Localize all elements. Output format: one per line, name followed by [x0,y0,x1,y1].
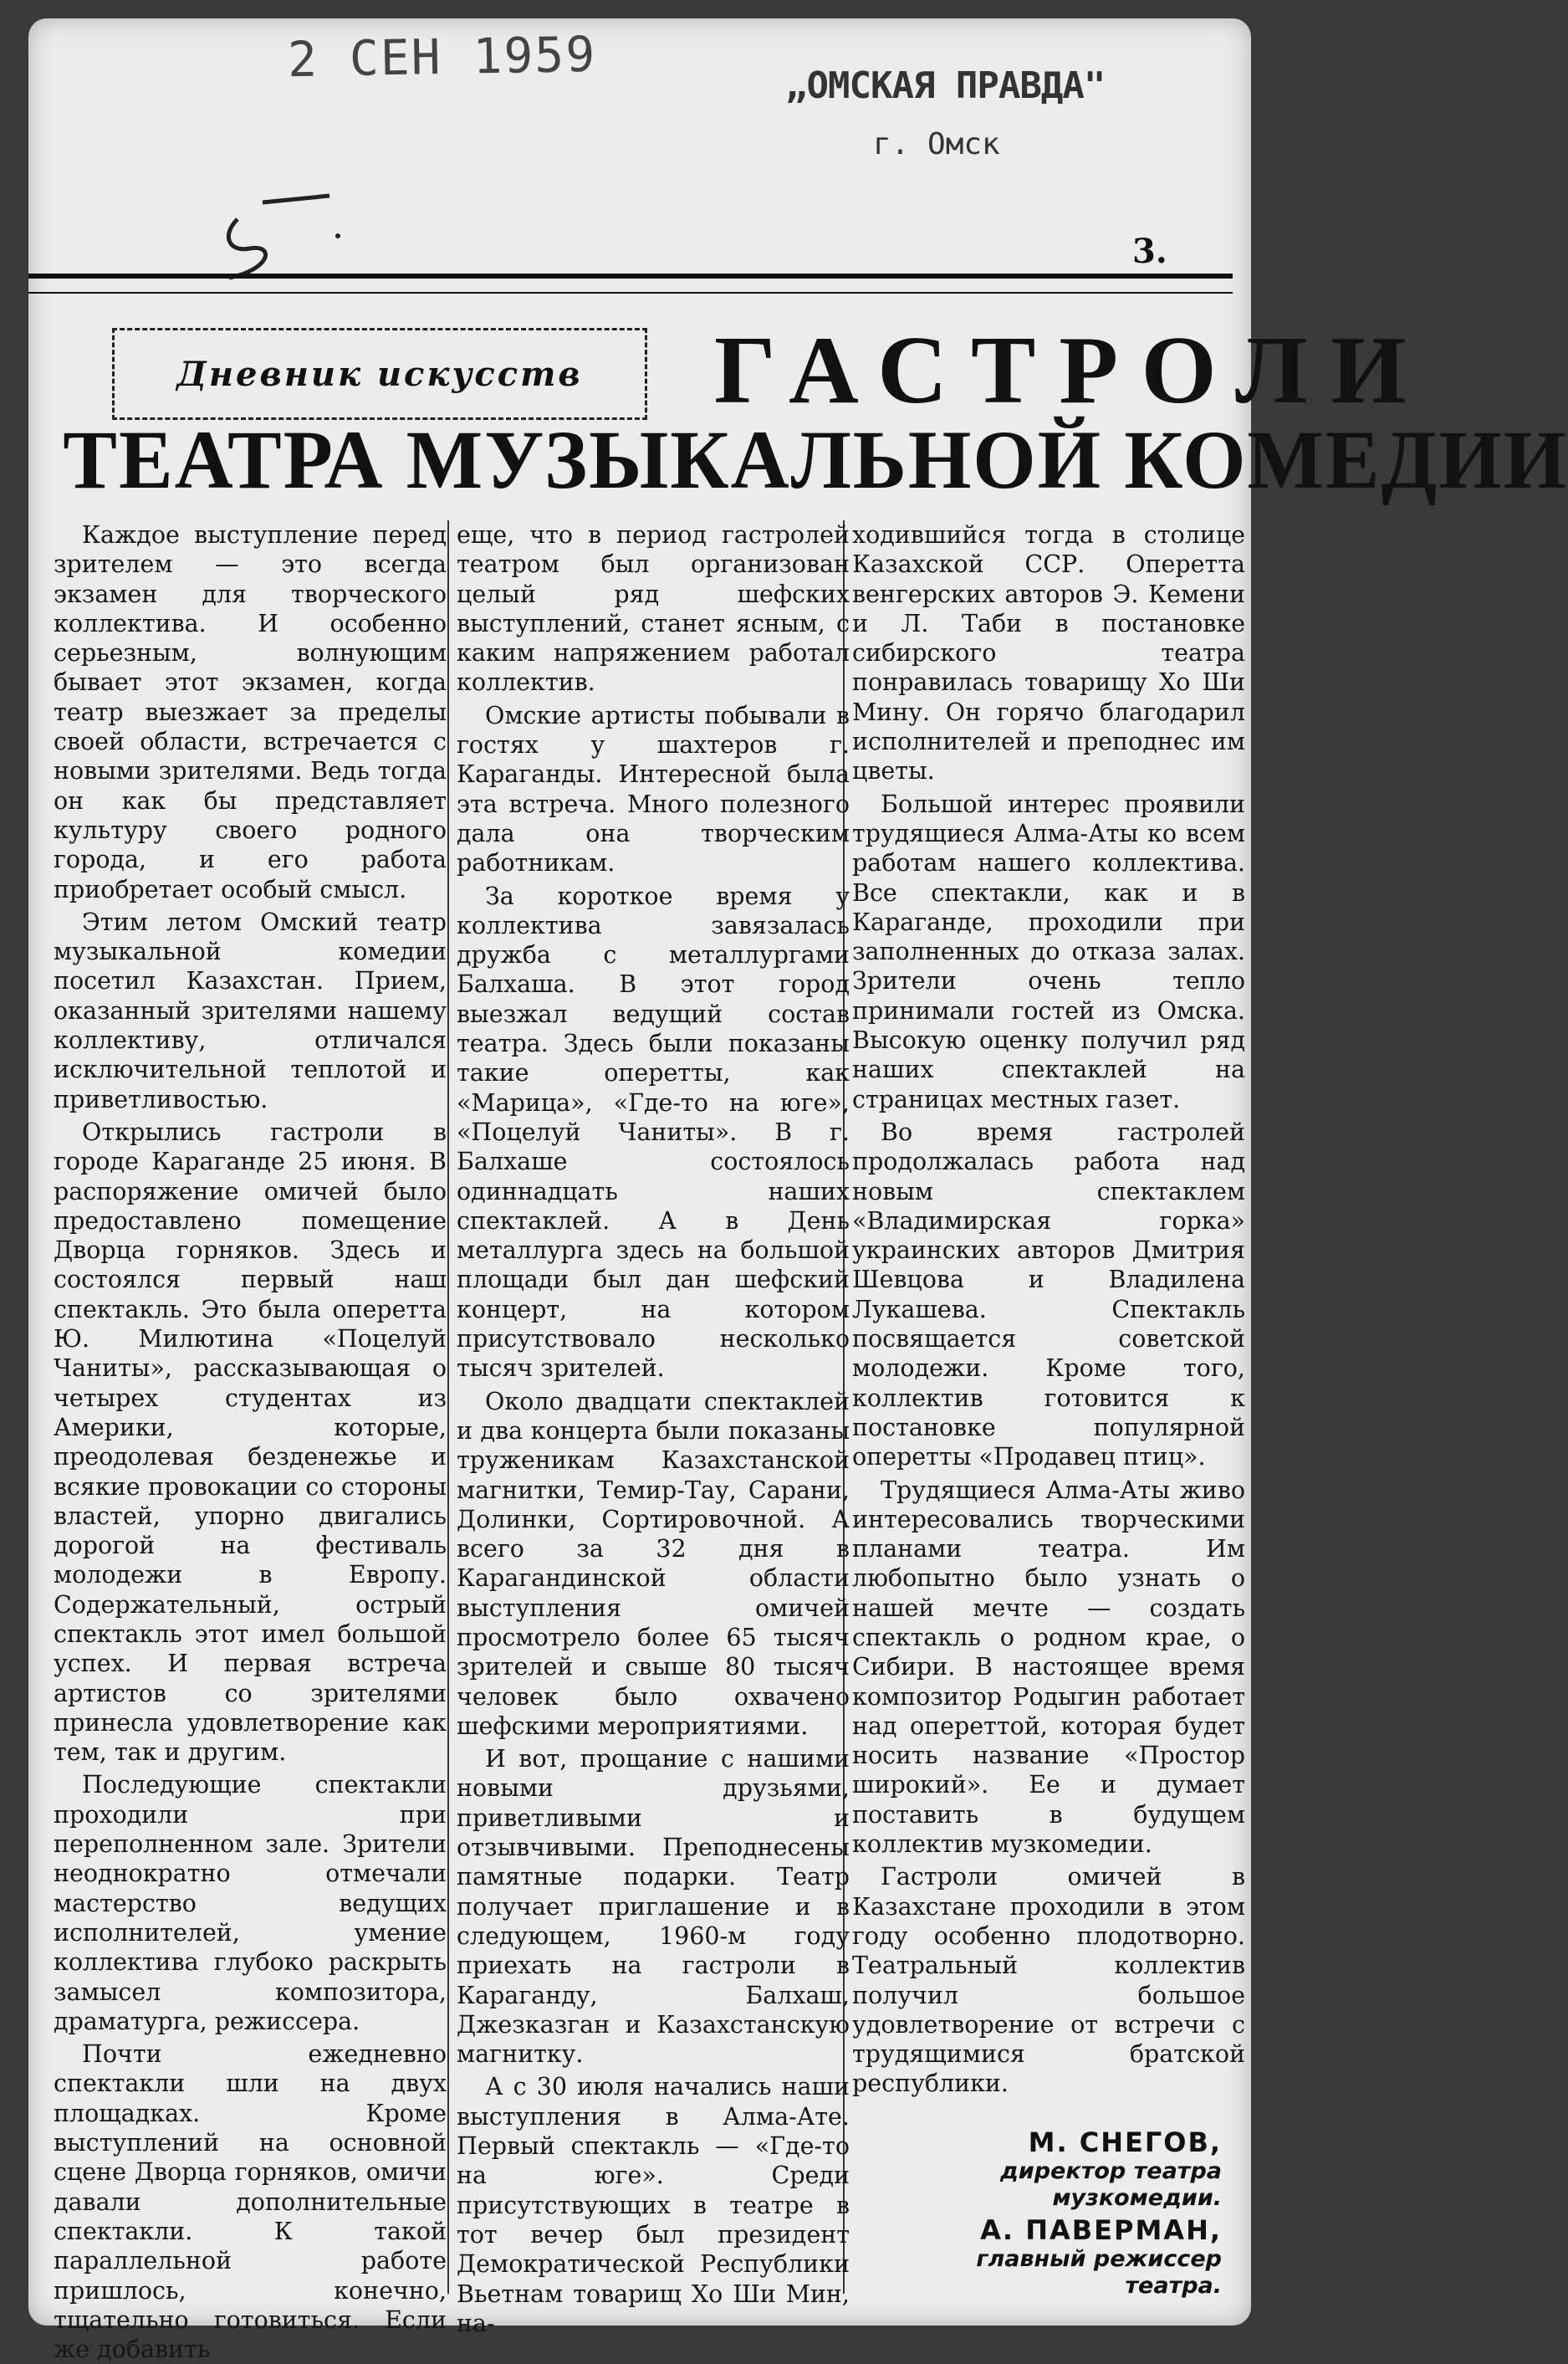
column-divider [447,520,449,2294]
newspaper-clipping [28,18,1568,2364]
page-number: 3. [1132,232,1167,271]
paragraph: Трудящиеся Алма-Аты живо интересовались творческими планами театра. Им любопытно было узнать о нашей мечте — создать спектакль о родном крае, о Сибири. В настоящее время композитор Родыгин работает над опереттой, которая будет носить название «Простор широкий». Ее и думает поставить в будущем коллектив музкомедии. [852,1476,1245,1859]
paragraph: Большой интерес проявили трудящиеся Алма-Аты ко всем работам нашего коллектива. Все спектакли, как и в Караганде, проходили при заполненных до отказа залах. Зрители очень тепло принимали гостей из Омска. Высокую оценку получил ряд наших спектаклей на страницах местных газет. [852,790,1245,1113]
paragraph: еще, что в период гастролей театром был организован целый ряд шефских выступлений, станет ясным, с каким напряжением работал коллектив. [457,521,850,697]
paragraph: Омские артисты побывали в гостях у шахтеров г. Караганды. Интересной была эта встреча. Много полезного дала она творческим работникам. [457,701,850,878]
paragraph: Во время гастролей продолжалась работа над новым спектаклем «Владимирская горка» украинских авторов Дмитрия Шевцова и Владилена Лукашева. Спектакль посвящается советской молодежи. Кроме того, коллектив готовится к постановке популярной оперетты «Продавец птиц». [852,1118,1245,1471]
headline-line2: ТЕАТРА МУЗЫКАЛЬНОЙ КОМЕДИИ [63,413,1568,506]
paragraph: Каждое выступление перед зрителем — это всегда экзамен для творческого коллектива. И особенно серьезным, волнующим бывает этот экзамен, когда театр выезжает за пределы своей области, встречается с новыми зрителями. Ведь тогда он как бы представляет культуру своего родного города, и его работа приобретает особый смысл. [54,521,447,903]
paragraph: Последующие спектакли проходили при переполненном зале. Зрители неоднократно отмечали мастерство ведущих исполнителей, умение коллектива глубоко раскрыть замысел композитора, драматурга, режиссера. [54,1771,447,2035]
signature-role: музкомедии. [1052,2185,1222,2211]
paragraph: И вот, прощание с нашими новыми друзьями, приветливыми и отзывчивыми. Преподнесены памятные подарки. Театр получает приглашение и в следующем, 1960-м году приехать на гастроли в Караганду, Балхаш, Джезказган и Казахстанскую магнитку. [457,1745,850,2069]
rubric-box [112,328,647,420]
paragraph: Открылись гастроли в городе Караганде 25 июня. В распоряжение омичей было предоставлено помещение Дворца горняков. Здесь и состоялся первый наш спектакль. Это была оперетта Ю. Милютина «Поцелуй Чаниты», рассказывающая о четырех студентах из Америки, которые, преодолевая безденежье и всякие провокации со стороны властей, упорно двигались дорогой на фестиваль молодежи в Европу. Содержательный, острый спектакль этот имел большой успех. И первая встреча артистов со зрителями принесла удовлетворение как тем, так и другим. [54,1118,447,1767]
article-column-3 [852,520,1245,2310]
newspaper-stamp: „ОМСКАЯ ПРАВДА" [785,64,1106,107]
signature-name: А. ПАВЕРМАН, [980,2214,1222,2246]
handwritten-mark [212,186,346,286]
paragraph: Почти ежедневно спектакли шли на двух площадках. Кроме выступлений на основной сцене Дворца горняков, омичи давали дополнительные спектакли. К такой параллельной работе пришлось, конечно, тщательно готовиться. Если же добавить [54,2040,447,2364]
signature-1 [787,2126,1222,2212]
signature-2 [787,2214,1222,2300]
article-column-1 [54,520,447,2364]
headline-line1: ГАСТРОЛИ [714,317,1430,424]
paragraph: Этим летом Омский театр музыкальной комедии посетил Казахстан. Прием, оказанный зрителями нашему коллективу, отличался исключительной теплотой и приветливостью. [54,908,447,1113]
header-rule [28,274,1233,294]
signature-name: М. СНЕГОВ, [1028,2126,1222,2158]
city-stamp: г. Омск [873,127,1000,161]
date-stamp: 2 СЕН 1959 [287,25,597,89]
article-column-2 [457,520,850,2337]
rubric-label: Дневник искусств [176,354,583,394]
paragraph: ходившийся тогда в столице Казахской ССР. Оперетта венгерских авторов Э. Кемени и Л. Таби в постановке сибирского театра понравилась товарищу Хо Ши Мину. Он горячо благодарил исполнителей и преподнес им цветы. [852,521,1245,785]
paragraph: За короткое время у коллектива завязалась дружба с металлургами Балхаша. В этот город выезжал ведущий состав театра. Здесь были показаны такие оперетты, как «Марица», «Где-то на юге», «Поцелуй Чаниты». В г. Балхаше состоялось одиннадцать наших спектаклей. А в День металлурга здесь на большой площади был дан шефский концерт, на котором присутствовало несколько тысяч зрителей. [457,882,850,1383]
signature-role: главный режиссер [976,2246,1222,2272]
signature-role: театра. [1125,2273,1222,2299]
signature-role: директор театра [1000,2158,1222,2184]
paragraph: Гастроли омичей в Казахстане проходили в этом году особенно плодотворно. Театральный коллектив получил большое удовлетворение от встречи с трудящимися братской республики. [852,1863,1245,2098]
paragraph: Около двадцати спектаклей и два концерта были показаны труженикам Казахстанской магнитки, Темир-Тау, Сарани, Долинки, Сортировочной. А всего за 32 дня в Карагандинской области выступления омичей просмотрело более 65 тысяч зрителей и свыше 80 тысяч человек было охвачено шефскими мероприятиями. [457,1387,850,1740]
paragraph: А с 30 июля начались наши выступления в Алма-Ате. Первый спектакль — «Где-то на юге». Среди присутствующих в театре в тот вечер был президент Демократической Республики Вьетнам товарищ Хо Ши Мин, на- [457,2073,850,2337]
